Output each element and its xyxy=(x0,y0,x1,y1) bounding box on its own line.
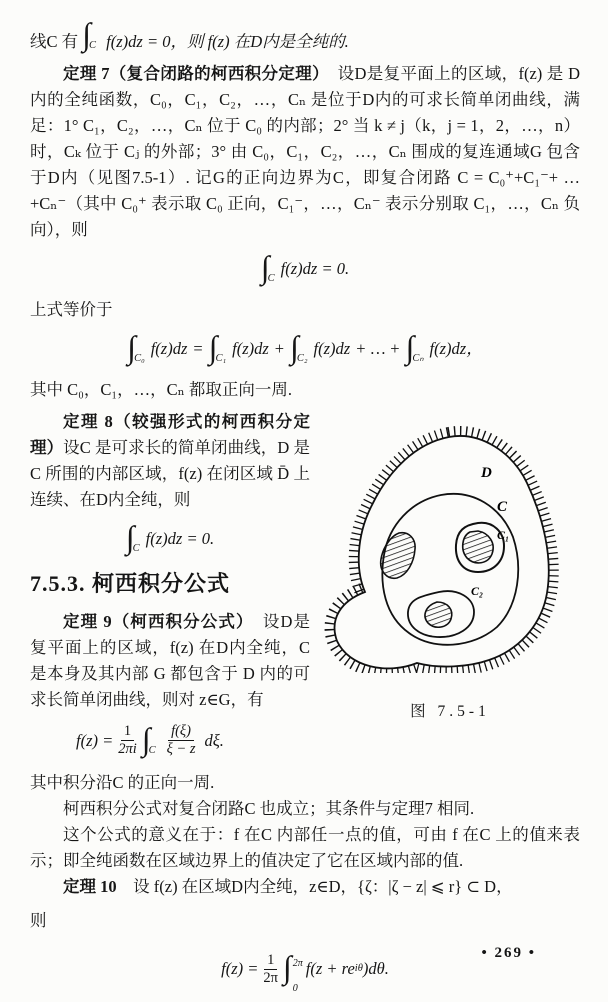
integrand: f(z)dz xyxy=(232,339,269,358)
integral-sign: ∫ xyxy=(141,720,151,757)
exponent: iθ xyxy=(354,963,363,974)
integrand: f(z)dz = 0. xyxy=(145,529,215,548)
integral-sign: ∫ xyxy=(125,519,135,555)
label-curve-c2: C₂ xyxy=(471,584,484,598)
theorem-8-body: 设C 是可求长的简单闭曲线，D 是 C 所围的内部区域，f(z) 在闭区域 D̄ 上连续、在D内全纯，则 xyxy=(30,438,311,509)
integral-sign: ∫ xyxy=(282,949,292,985)
numerator: f(ξ) xyxy=(168,723,194,741)
integral-sub: C₀ xyxy=(134,353,145,364)
carryover-post: f(z)dz = 0，则 f(z) 在D内是全纯的. xyxy=(102,32,349,51)
compound-path-note: 柯西积分公式对复合闭路C 也成立；其条件与定理7 相同. xyxy=(63,799,475,818)
fraction-1-over-2pi xyxy=(263,952,278,987)
integrand: f(z)dz， xyxy=(429,339,483,358)
denominator: 2π xyxy=(263,969,278,986)
integral-sign: ∫ xyxy=(208,329,218,365)
integrand: f(z + re xyxy=(305,959,355,978)
then-word: 则 xyxy=(30,911,47,930)
equals-sign: = xyxy=(193,339,203,358)
integral-term-c2 xyxy=(290,329,351,365)
formula-theorem-8 xyxy=(30,519,310,555)
denominator: ξ − z xyxy=(166,741,196,757)
integral-sign: ∫ xyxy=(127,329,137,365)
hole-inside-c1 xyxy=(463,531,493,563)
integral-sign: ∫ xyxy=(290,329,299,365)
integrand: f(z)dz xyxy=(313,339,351,358)
integral-sign: ∫ xyxy=(260,249,270,285)
fraction-1-over-2pii xyxy=(118,723,137,758)
integral-sign: ∫ xyxy=(82,16,92,52)
theorem-7-paragraph xyxy=(30,61,580,243)
upper-limit: 2π xyxy=(292,958,303,969)
differential: )dθ. xyxy=(362,959,389,978)
formula-meaning-paragraph: 这个公式的意义在于：f 在C 内部任一点的值，可由 f 在C 上的值来表示；即全纯函数在区域边界上的值决定了它在区域内部的值. xyxy=(30,825,580,870)
integral-term-c0 xyxy=(127,329,188,365)
equivalence-line: 上式等价于 xyxy=(30,300,113,319)
integral-sub: C₁ xyxy=(215,353,227,364)
orientation-note-2: 其中积分沿C 的正向一周. xyxy=(30,773,215,792)
orientation-note: 其中 C₀，C₁，…，Cₙ 都取正向一周. xyxy=(30,380,293,399)
theorem-9-title: 定理 9（柯西积分公式） xyxy=(63,612,263,631)
integral-sub: C xyxy=(148,744,156,756)
formula-closed-path-zero xyxy=(30,249,580,285)
integral-term-cn xyxy=(405,329,483,365)
formula-cauchy-integral xyxy=(30,720,310,758)
lhs: f(z) = xyxy=(221,959,259,978)
page-number: • 269 • xyxy=(481,945,536,961)
integrand: f(z)dz xyxy=(150,339,188,358)
lhs: f(z) = xyxy=(76,730,114,750)
differential: dξ. xyxy=(204,730,224,750)
theorem-10-title: 定理 10 xyxy=(63,877,134,896)
integral-term-c1 xyxy=(208,329,269,365)
plus-sign: + xyxy=(274,339,285,358)
theorem-10-body: 设 f(z) 在区域D内全纯，z∈D，{ζ：|ζ − z| ⩽ r} ⊂ D， xyxy=(133,877,513,896)
integral-sub: C xyxy=(132,543,140,554)
inline-integral xyxy=(82,16,102,52)
theorem-10-paragraph xyxy=(30,874,580,900)
label-curve-c: C xyxy=(497,499,508,515)
figure-7-5-1 xyxy=(320,415,580,725)
integrand: f(z)dz = 0. xyxy=(280,259,350,278)
integral-term xyxy=(141,720,162,757)
ellipsis-plus: + … + xyxy=(356,339,400,358)
integral-limits xyxy=(292,950,303,994)
theorem-7-title: 定理 7（复合闭路的柯西积分定理） xyxy=(63,64,338,83)
integral-sub: Cₙ xyxy=(412,353,424,364)
integral-term xyxy=(125,519,215,555)
multiply-connected-domain-diagram xyxy=(321,415,579,673)
figure-caption: 图 7.5-1 xyxy=(410,703,490,720)
hole-inside-c2 xyxy=(425,602,452,627)
integral-sign: ∫ xyxy=(405,329,415,365)
integral-term xyxy=(282,949,389,994)
label-domain-d: D xyxy=(481,465,492,481)
theorem-9-body: 设D是复平面上的区域，f(z) 在D内全纯，C 是本身及其内部 G 都包含于 D 内的可求长简单闭曲线，则对 z∈G，有 xyxy=(30,612,311,709)
denominator: 2πi xyxy=(118,741,137,757)
fraction-fxi-over-xi-z xyxy=(167,723,196,758)
integral-term xyxy=(260,249,350,285)
integral-sub: C xyxy=(89,40,97,51)
carryover-pre: 线C 有 xyxy=(30,32,83,51)
theorem-7-body: 设D是复平面上的区域，f(z) 是 D 内的全纯函数，C₀，C₁，C₂，…，Cₙ 是位于D内的可求长简单闭曲线，满足：1° C₁，C₂，…，Cₙ 位于 C₀ 的内部；2° 当 k ≠ j（k，j = 1，2，…，n）时，Cₖ 位于 Cⱼ 的外部；3° 由 C₀，C₁，C₂，…，Cₙ 围成的复连通域G 包含于D内（见图7.5-1）. 记G的正向边界为C，即复合闭路 C = C₀⁺+C₁⁻+ … +Cₙ⁻（其中 C₀⁺ 表示取 C₀ 正向，C₁⁻，…，Cₙ⁻ 表示分别取 C₁，…，Cₙ 负向），则 xyxy=(30,64,581,239)
section-heading-753: 7.5.3. 柯西积分公式 xyxy=(30,571,231,596)
carryover-line xyxy=(30,16,580,55)
lower-limit: 0 xyxy=(292,983,298,994)
figure-text-region xyxy=(30,409,580,770)
integral-sub: C₂ xyxy=(296,353,308,364)
formula-sum-of-integrals xyxy=(30,329,580,365)
integral-sub: C xyxy=(267,273,275,284)
numerator: 1 xyxy=(264,952,277,970)
theorem-8-title: 定理 8（较强形式的柯西积分定理） xyxy=(30,412,310,457)
numerator: 1 xyxy=(121,723,134,741)
label-curve-c1: C₁ xyxy=(497,528,510,542)
